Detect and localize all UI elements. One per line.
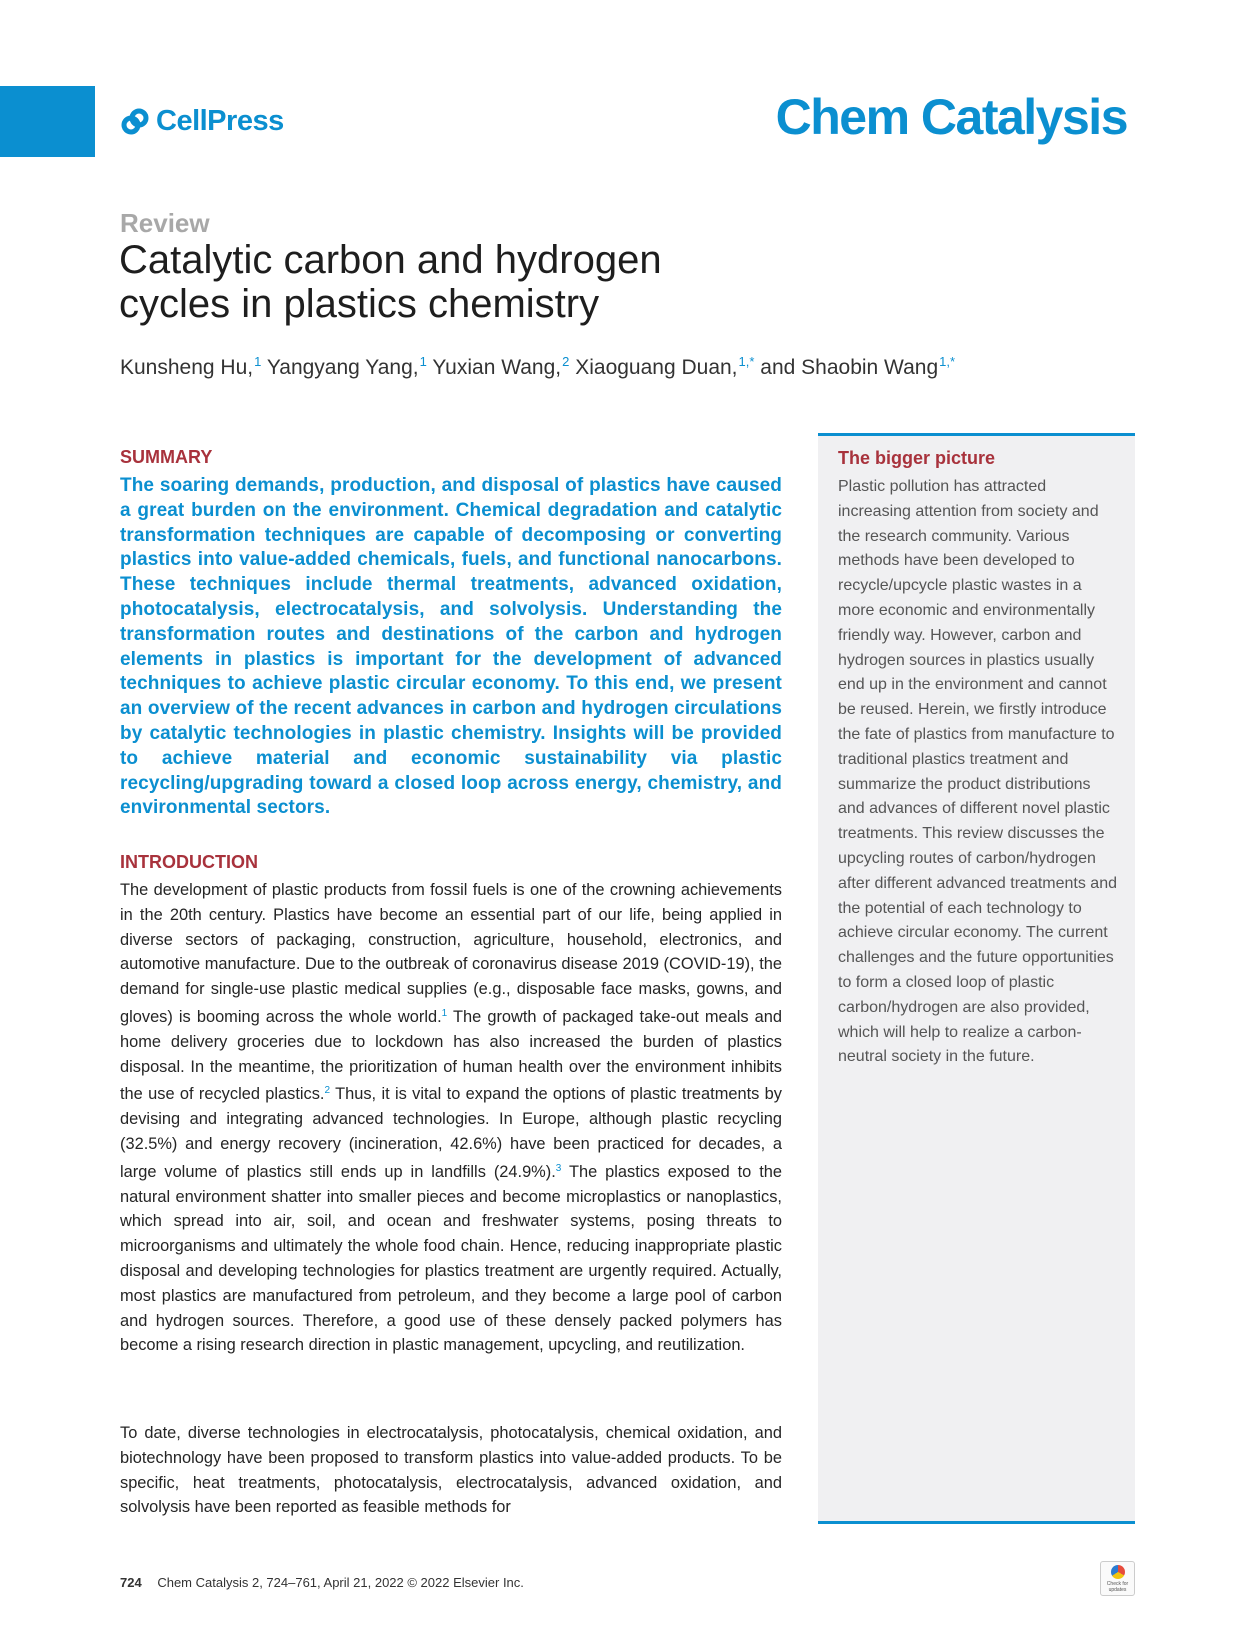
author-name: and Shaobin Wang xyxy=(760,356,939,379)
crossmark-icon xyxy=(1111,1565,1125,1579)
check-for-updates-badge[interactable] xyxy=(1100,1561,1135,1596)
summary-text: The soaring demands, production, and disposal of plastics have caused a great burden on the environment. Chemical degradation and catalytic transformation techniques are capable of decomposing or converting plastics into value-added chemicals, fuels, and functional nanocarbons. These techniques include thermal treatments, advanced oxidation, photocatalysis, electrocatalysis, and solvolysis. Understanding the transformation routes and destinations of the carbon and hydrogen elements in plastics is important for the development of advanced techniques to achieve plastic circular economy. To this end, we present an overview of the recent advances in carbon and hydrogen circulations by catalytic technologies in plastic chemistry. Insights will be provided to achieve material and economic sustainability via plastic recycling/upgrading toward a closed loop across energy, chemistry, and environmental sectors. xyxy=(120,475,782,819)
page-number: 724 xyxy=(120,1575,142,1590)
header-color-block xyxy=(0,86,95,157)
bigger-picture-text: Plastic pollution has attracted increasing attention from society and the research community. Various methods have been developed to recycle/upcycle plastic wastes in a more economic and environmentally friendly way. However, carbon and hydrogen sources in plastics usually end up in the environment and cannot be reused. Herein, we firstly introduce the fate of plastics from manufacture to traditional plastics treatment and summarize the product distributions and advances of different novel plastic treatments. This review discusses the upcycling routes of carbon/hydrogen after different advanced treatments and the potential of each technology to achieve circular economy. The current challenges and the future opportunities to form a closed loop of plastic carbon/hydrogen are also provided, which will help to realize a carbon-neutral society in the future. xyxy=(838,478,1117,1066)
author-affiliation[interactable]: 1 xyxy=(254,354,262,369)
journal-title: Chem Catalysis xyxy=(775,89,1127,145)
intro-text: The development of plastic products from fossil fuels is one of the crowning achievements in the 20th century. Plastics have become an essential part of our life, being applied in diverse sectors of packaging, construction, agriculture, household, electronics, and automotive manufacture. Due to the outbreak of coronavirus disease 2019 (COVID-19), the demand for single-use plastic medical supplies (e.g., disposable face masks, gowns, and gloves) is booming across the whole world. xyxy=(120,881,782,1026)
cellpress-link-icon xyxy=(120,107,150,137)
bigger-picture-box xyxy=(818,433,1135,1524)
intro-text: Thus, it is vital to expand the options of plastic treatments by devising and integrating advanced technologies. In Europe, although plastic recycling (32.5%) and energy recovery (incineration, 42.6%) have been practiced for decades, a large volume of plastics still ends up in landfills (24.9%). xyxy=(120,1085,782,1181)
introduction-heading: INTRODUCTION xyxy=(120,852,258,872)
author-list xyxy=(120,354,955,380)
bigger-picture-heading: The bigger picture xyxy=(838,448,996,468)
author-name: Yuxian Wang, xyxy=(432,356,562,379)
citation-line: Chem Catalysis 2, 724–761, April 21, 2022 © 2022 Elsevier Inc. xyxy=(157,1575,524,1590)
author-affiliation[interactable]: 1 xyxy=(419,354,427,369)
author-name: Yangyang Yang, xyxy=(266,356,419,379)
page-footer xyxy=(120,1575,524,1590)
title-line-1: Catalytic carbon and hydrogen xyxy=(119,238,662,282)
badge-label: Check for updates xyxy=(1106,1580,1129,1593)
title-line-2: cycles in plastics chemistry xyxy=(119,282,600,326)
article-type: Review xyxy=(120,208,210,238)
introduction-paragraph-1 xyxy=(120,878,782,1358)
reference-link[interactable]: 1 xyxy=(441,1007,448,1019)
author-name: Xiaoguang Duan, xyxy=(575,356,738,379)
reference-link[interactable]: 2 xyxy=(324,1085,331,1097)
author-name: Kunsheng Hu, xyxy=(120,356,254,379)
author-affiliation[interactable]: 1,* xyxy=(738,354,755,369)
publisher-name: CellPress xyxy=(156,105,284,137)
cellpress-logo[interactable] xyxy=(120,105,284,138)
intro-text: The plastics exposed to the natural environment shatter into smaller pieces and become microplastics or nanoplastics, which spread into air, soil, and ocean and freshwater systems, posing threats to microorganisms and ultimately the whole food chain. Hence, reducing inappropriate plastic disposal and developing technologies for plastics treatment are urgently required. Actually, most plastics are manufactured from petroleum, and they become a large pool of carbon and hydrogen sources. Therefore, a good use of these densely packed polymers has become a rising research direction in plastic management, upcycling, and reutilization. xyxy=(120,1162,783,1355)
introduction-paragraph-2 xyxy=(120,1421,782,1520)
summary-heading: SUMMARY xyxy=(120,447,213,467)
intro-text: The growth of packaged take-out meals and home delivery groceries due to lockdown has also increased the burden of plastics disposal. In the meantime, the prioritization of human health over the environment inhibits the use of recycled plastics. xyxy=(120,1007,782,1104)
author-affiliation[interactable]: 2 xyxy=(562,354,570,369)
article-title xyxy=(119,238,819,326)
author-affiliation[interactable]: 1,* xyxy=(939,354,956,369)
reference-link[interactable]: 3 xyxy=(555,1162,562,1174)
intro-text: To date, diverse technologies in electrocatalysis, photocatalysis, chemical oxidation, and biotechnology have been proposed to transform plastics into value-added products. To be specific, heat treatments, photocatalysis, electrocatalysis, advanced oxidation, and solvolysis have been reported as feasible methods for xyxy=(120,1424,782,1517)
